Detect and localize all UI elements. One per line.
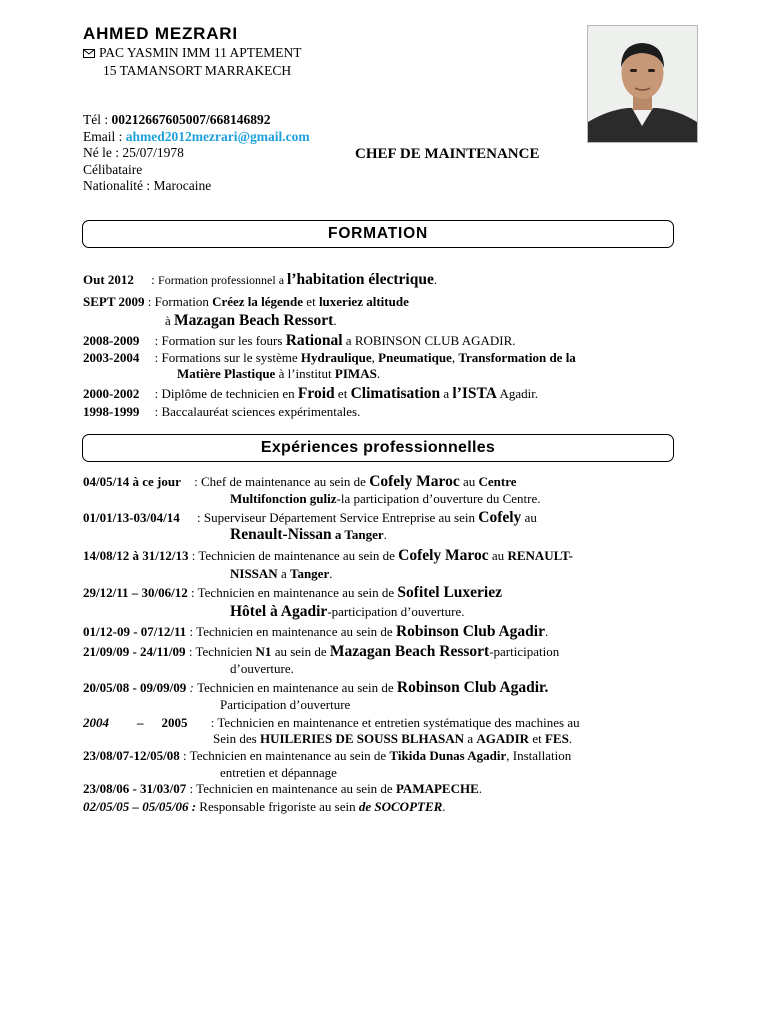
job-title: CHEF DE MAINTENANCE <box>355 146 540 162</box>
experience-entry: 02/05/05 – 05/05/06 : Responsable frigoriste au sein de SOCOPTER. <box>83 799 446 814</box>
experience-entry-continuation: Hôtel à Agadir-participation d’ouverture. <box>230 603 465 620</box>
address-line-1: PAC YASMIN IMM 11 APTEMENT <box>99 45 302 60</box>
experience-entry-continuation: NISSAN a Tanger. <box>230 566 333 581</box>
experience-entry-continuation: d’ouverture. <box>230 661 294 676</box>
experience-entry-continuation: Renault-Nissan a Tanger. <box>230 526 387 543</box>
contact-block <box>83 112 310 195</box>
marital-status: Célibataire <box>83 161 143 177</box>
experience-entry: 14/08/12 à 31/12/13 : Technicien de maintenance au sein de Cofely Maroc au RENAULT- <box>83 547 573 564</box>
formation-entry-continuation: à Mazagan Beach Ressort. <box>165 312 337 329</box>
address-block <box>83 44 302 80</box>
experience-entry: 2004 – 2005 : Technicien en maintenance et entretien systématique des machines au <box>83 715 580 730</box>
experience-entry: 23/08/07-12/05/08 : Technicien en maintenance au sein de Tikida Dunas Agadir, Installation <box>83 748 572 763</box>
formation-heading: FORMATION <box>82 220 674 248</box>
experience-entry-continuation: Multifonction guliz-la participation d’ouverture du Centre. <box>230 491 541 506</box>
experience-entry: 20/05/08 - 09/09/09 : Technicien en maintenance au sein de Robinson Club Agadir. <box>83 679 549 696</box>
tel-label: Tél : <box>83 112 109 127</box>
experience-entry: 04/05/14 à ce jour : Chef de maintenance au sein de Cofely Maroc au Centre <box>83 473 517 490</box>
experience-entry: 29/12/11 – 30/06/12 : Technicien en maintenance au sein de Sofitel Luxeriez <box>83 584 503 601</box>
formation-entry: 2008-2009 : Formation sur les fours Rational a ROBINSON CLUB AGADIR. <box>83 332 516 349</box>
experience-heading: Expériences professionnelles <box>82 434 674 462</box>
address-line-2: 15 TAMANSORT MARRAKECH <box>103 63 292 78</box>
candidate-name: AHMED MEZRARI <box>83 24 238 43</box>
experience-entry: 21/09/09 - 24/11/09 : Technicien N1 au sein de Mazagan Beach Ressort-participation <box>83 643 560 660</box>
formation-entry: SEPT 2009 : Formation Créez la légende et luxeriez altitude <box>83 294 409 309</box>
envelope-icon <box>83 49 95 58</box>
experience-entry-continuation: entretien et dépannage <box>220 765 337 780</box>
nationality: Nationalité : Marocaine <box>83 178 212 193</box>
experience-entry-continuation: Sein des HUILERIES DE SOUSS BLHASAN a AGADIR et FES. <box>213 731 573 746</box>
formation-entry: 2000-2002 : Diplôme de technicien en Froid et Climatisation a l’ISTA Agadir. <box>83 385 539 402</box>
formation-entry-continuation: Matière Plastique à l’institut PIMAS. <box>177 366 381 381</box>
tel-value: 00212667605007/668146892 <box>111 112 271 127</box>
email-link[interactable]: ahmed2012mezrari@gmail.com <box>125 128 310 144</box>
experience-entry: 01/12-09 - 07/12/11 : Technicien en maintenance au sein de Robinson Club Agadir. <box>83 623 549 640</box>
experience-entry: 01/01/13-03/04/14 : Superviseur Département Service Entreprise au sein Cofely au <box>83 509 537 526</box>
profile-photo <box>587 25 698 143</box>
formation-entry: 1998-1999 : Baccalauréat sciences expérimentales. <box>83 404 361 419</box>
birth-date: Né le : 25/07/1978 <box>83 145 184 160</box>
email-label: Email : <box>83 128 123 144</box>
experience-entry: 23/08/06 - 31/03/07 : Technicien en maintenance au sein de PAMAPECHE. <box>83 781 483 796</box>
formation-entry: Out 2012 : Formation professionnel a l’habitation électrique. <box>83 271 438 288</box>
formation-entry: 2003-2004 : Formations sur le système Hydraulique, Pneumatique, Transformation de la <box>83 350 576 365</box>
experience-entry-continuation: Participation d’ouverture <box>220 697 351 712</box>
